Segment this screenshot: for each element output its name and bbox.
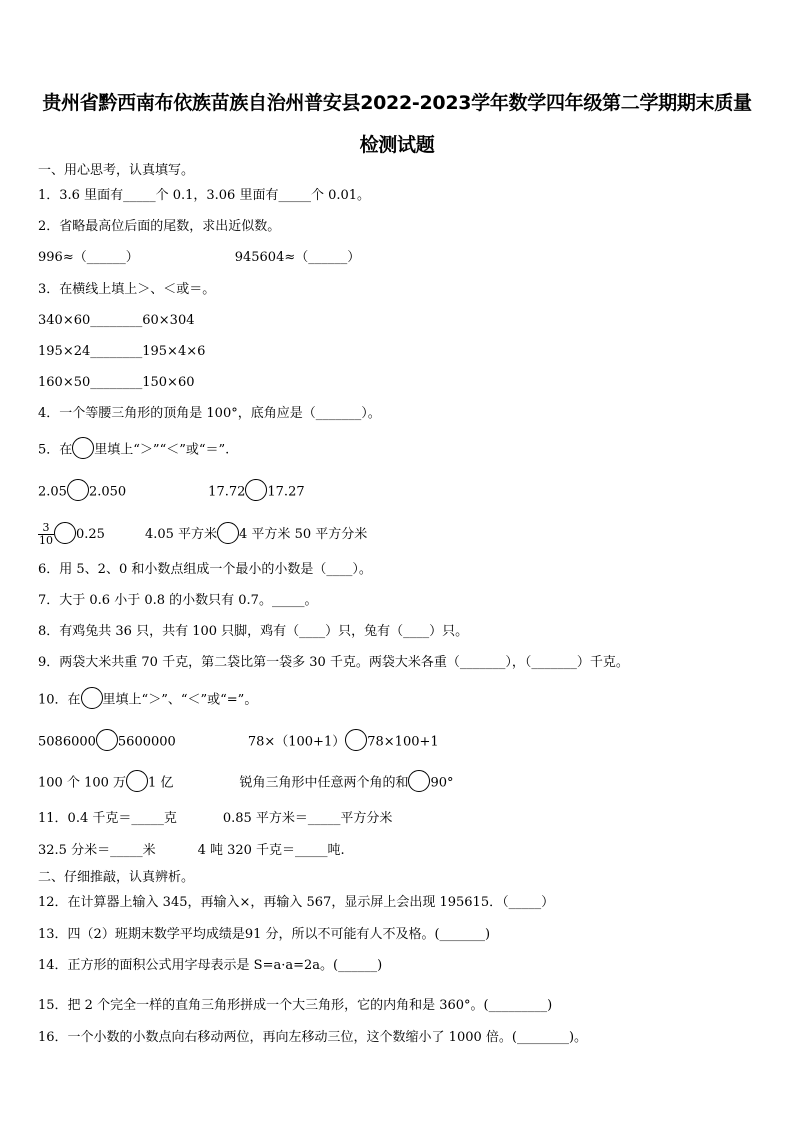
question-10-row-2: 100 个 100 万 1 亿 锐角三角形中任意两个角的和 90° (38, 774, 454, 793)
question-3c: 160×50________150×60 (38, 375, 195, 390)
question-7: 7．大于 0.6 小于 0.8 的小数只有 0.7。_____。 (38, 593, 318, 608)
answer-circle[interactable] (54, 522, 76, 544)
answer-circle[interactable] (67, 479, 89, 501)
section-heading-1: 一、用心思考，认真填写。 (38, 163, 195, 178)
fraction-three-tenths: $\frac{3}{10}$ (39, 521, 53, 547)
question-3: 3．在横线上填上＞、＜或＝。 (38, 282, 216, 297)
question-11d: 4 吨 320 千克＝_____吨. (197, 843, 345, 858)
answer-circle[interactable] (81, 687, 103, 709)
question-2: 2．省略最高位后面的尾数，求出近似数。 (38, 219, 281, 234)
question-10: 10．在 里填上“＞”、“＜”或“=”。 (38, 691, 257, 710)
answer-circle[interactable] (96, 729, 118, 751)
question-11b: 0.85 平方米＝_____平方分米 (222, 811, 393, 826)
answer-circle[interactable] (72, 437, 94, 459)
question-5-row-1: 2.05 2.050 17.72 17.27 (38, 483, 305, 502)
question-5: 5．在 里填上“＞”“＜”或“＝”. (38, 441, 229, 460)
question-2b: 945604≈（______） (234, 250, 361, 265)
question-5-row-2: $\frac{3}{10}$ 0.25 4.05 平方米 4 平方米 50 平方分米 (39, 521, 368, 547)
question-3b: 195×24________195×4×6 (38, 344, 206, 359)
question-2a: 996≈（______） (38, 250, 139, 265)
answer-circle[interactable] (345, 729, 367, 751)
answer-circle[interactable] (408, 770, 430, 792)
section-heading-2: 二、仔细推敲，认真辨析。 (38, 870, 195, 885)
question-2-row (38, 249, 360, 267)
question-15: 15．把 2 个完全一样的直角三角形拼成一个大三角形，它的内角和是 360°。(_________) (38, 998, 553, 1013)
question-11-row-1 (38, 810, 392, 828)
question-1: 1．3.6 里面有_____个 0.1，3.06 里面有_____个 0.01。 (38, 188, 371, 203)
question-10-row-1: 5086000 5600000 78×（100+1） 78×100+1 (38, 733, 439, 752)
question-8: 8．有鸡兔共 36 只，共有 100 只脚，鸡有（____）只，兔有（____）只。 (38, 624, 469, 639)
answer-circle[interactable] (126, 770, 148, 792)
question-16: 16．一个小数的小数点向右移动两位，再向左移动三位，这个数缩小了 1000 倍。(________)。 (38, 1030, 588, 1045)
question-4: 4．一个等腰三角形的顶角是 100°，底角应是（_______）。 (38, 406, 381, 421)
question-9: 9．两袋大米共重 70 千克，第二袋比第一袋多 30 千克。两袋大米各重（_______），（_______）千克。 (38, 655, 629, 670)
answer-circle[interactable] (245, 479, 267, 501)
page-title: 贵州省黔西南布依族苗族自治州普安县2022-2023学年数学四年级第二学期期末质量 (42, 92, 752, 114)
question-12: 12．在计算器上输入 345，再输入×，再输入 567，显示屏上会出现 195615．（_____） (38, 895, 555, 910)
answer-circle[interactable] (217, 522, 239, 544)
question-11a: 11．0.4 千克＝_____克 (38, 811, 177, 826)
question-13: 13．四（2）班期末数学平均成绩是91 分，所以不可能有人不及格。(_______) (38, 927, 491, 942)
question-3a: 340×60________60×304 (38, 313, 195, 328)
question-14: 14．正方形的面积公式用字母表示是 S=a·a=2a。(______) (38, 958, 383, 973)
page-title-continued: 检测试题 (359, 134, 435, 156)
question-6: 6．用 5、2、0 和小数点组成一个最小的小数是（____）。 (38, 562, 372, 577)
question-11c: 32.5 分米＝_____米 (38, 843, 156, 858)
question-11-row-2 (38, 842, 345, 860)
